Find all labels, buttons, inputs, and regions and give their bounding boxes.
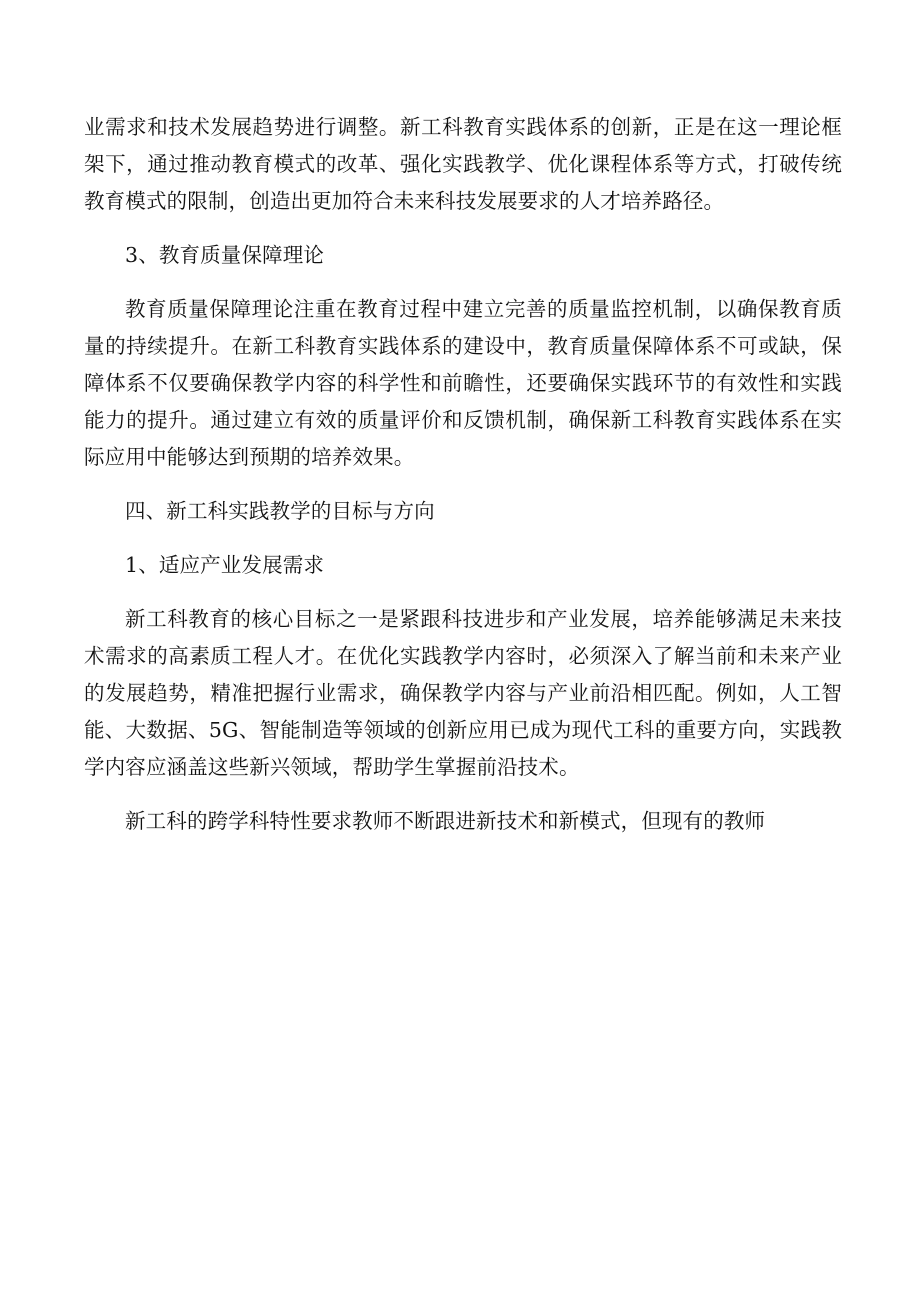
paragraph-continuation: 业需求和技术发展趋势进行调整。新工科教育实践体系的创新，正是在这一理论框架下，通过推动教育模式的改革、强化实践教学、优化课程体系等方式，打破传统教育模式的限制，创造出更加符合未来科技发展要求的人才培养路径。 [84,115,842,213]
paragraph-industry-needs: 新工科教育的核心目标之一是紧跟科技进步和产业发展，培养能够满足未来技术需求的高素质工程人才。在优化实践教学内容时，必须深入了解当前和未来产业的发展趋势，精准把握行业需求，确保教学内容与产业前沿相匹配。例如，人工智能、大数据、5G、智能制造等领域的创新应用已成为现代工科的重要方向，实践教学内容应涵盖这些新兴领域，帮助学生掌握前沿技术。 [84,607,842,779]
paragraph-interdisciplinary: 新工科的跨学科特性要求教师不断跟进新技术和新模式，但现有的教师 [125,809,766,833]
paragraph-quality-assurance: 教育质量保障理论注重在教育过程中建立完善的质量监控机制，以确保教育质量的持续提升。在新工科教育实践体系的建设中，教育质量保障体系不可或缺，保障体系不仅要确保教学内容的科学性和前瞻性，还要确保实践环节的有效性和实践能力的提升。通过建立有效的质量评价和反馈机制，确保新工科教育实践体系在实际应用中能够达到预期的培养效果。 [84,297,842,469]
document-body [84,109,842,857]
section-heading-quality-assurance: 3、教育质量保障理论 [125,243,325,267]
chapter-heading-practice-goals: 四、新工科实践教学的目标与方向 [125,499,435,523]
section-heading-industry-needs: 1、适应产业发展需求 [125,553,325,577]
